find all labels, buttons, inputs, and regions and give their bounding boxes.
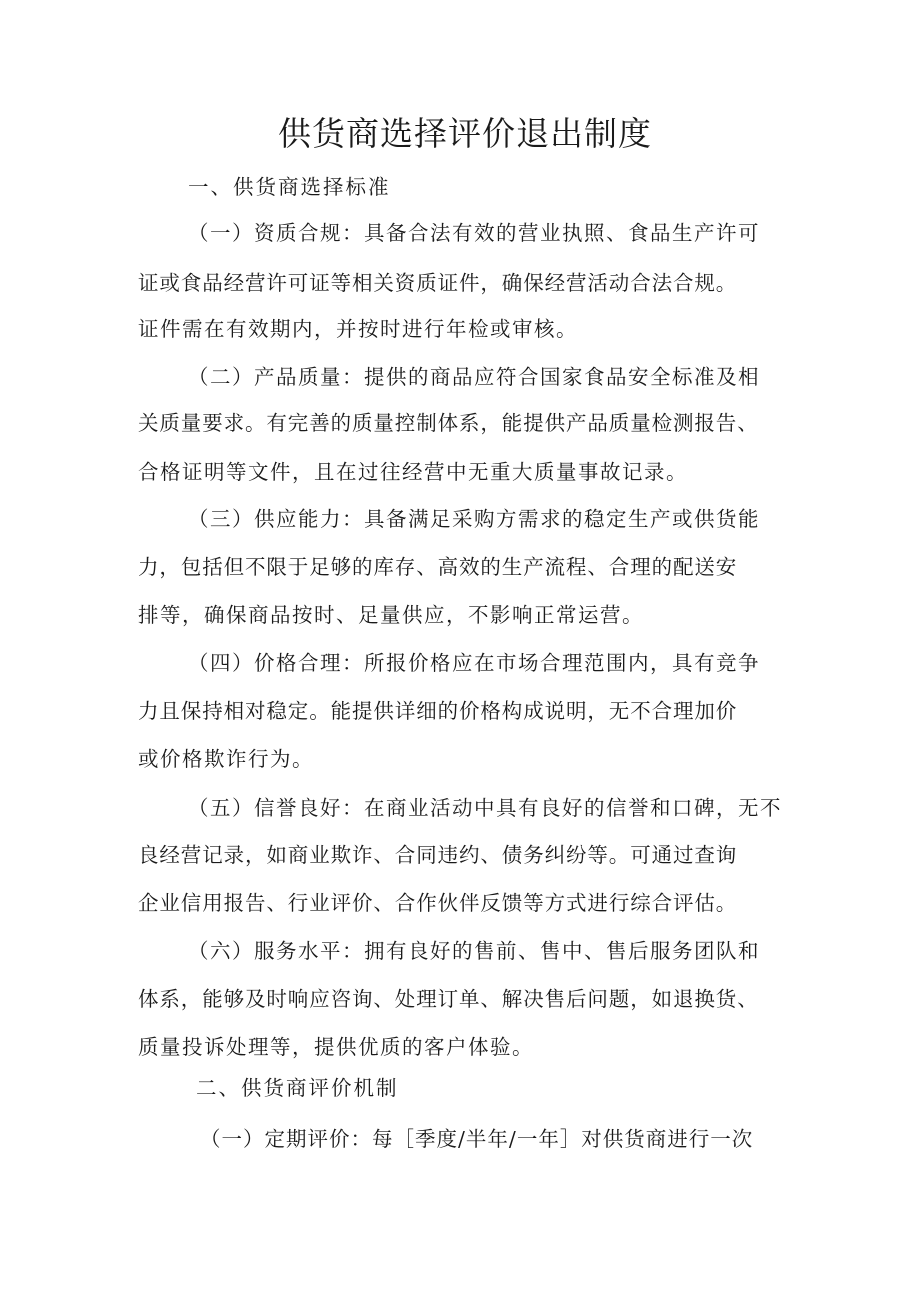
paragraph-line: 力且保持相对稳定。能提供详细的价格构成说明，无不合理加价	[138, 699, 738, 723]
paragraph-line: 体系，能够及时响应咨询、处理订单、解决售后问题，如退换货、	[138, 987, 759, 1011]
paragraph-line: 或价格欺诈行为。	[138, 747, 314, 771]
paragraph-line: 关质量要求。有完善的质量控制体系，能提供产品质量检测报告、	[138, 411, 759, 435]
paragraph-line: 良经营记录，如商业欺诈、合同违约、债务纠纷等。可通过查询	[138, 843, 738, 867]
paragraph-line: （三）供应能力：具备满足采购方需求的稳定生产或供货能	[188, 507, 760, 531]
document-title: 供货商选择评价退出制度	[278, 114, 652, 153]
paragraph-line: （六）服务水平：拥有良好的售前、售中、售后服务团队和	[188, 939, 760, 963]
section-heading-2: 二、供货商评价机制	[196, 1076, 399, 1100]
paragraph-line: 质量投诉处理等，提供优质的客户体验。	[138, 1035, 534, 1059]
paragraph-line: 证或食品经营许可证等相关资质证件，确保经营活动合法合规。	[138, 271, 738, 295]
paragraph-line: （四）价格合理：所报价格应在市场合理范围内，具有竞争	[188, 651, 760, 675]
paragraph-line: （二）产品质量：提供的商品应符合国家食品安全标准及相	[188, 365, 760, 389]
section-heading-1: 一、供货商选择标准	[188, 175, 391, 199]
paragraph-line: 企业信用报告、行业评价、合作伙伴反馈等方式进行综合评估。	[138, 891, 738, 915]
paragraph-line: （一）资质合规：具备合法有效的营业执照、食品生产许可	[188, 221, 760, 245]
paragraph-line: （五）信誉良好：在商业活动中具有良好的信誉和口碑，无不	[188, 796, 782, 820]
paragraph-line: 排等，确保商品按时、足量供应，不影响正常运营。	[138, 603, 644, 627]
paragraph-line: 合格证明等文件，且在过往经营中无重大质量事故记录。	[138, 460, 688, 484]
paragraph-line: 力，包括但不限于足够的库存、高效的生产流程、合理的配送安	[138, 555, 738, 579]
paragraph-line: （一）定期评价：每［季度/半年/一年］对供货商进行一次	[200, 1127, 754, 1151]
paragraph-line: 证件需在有效期内，并按时进行年检或审核。	[138, 317, 578, 341]
